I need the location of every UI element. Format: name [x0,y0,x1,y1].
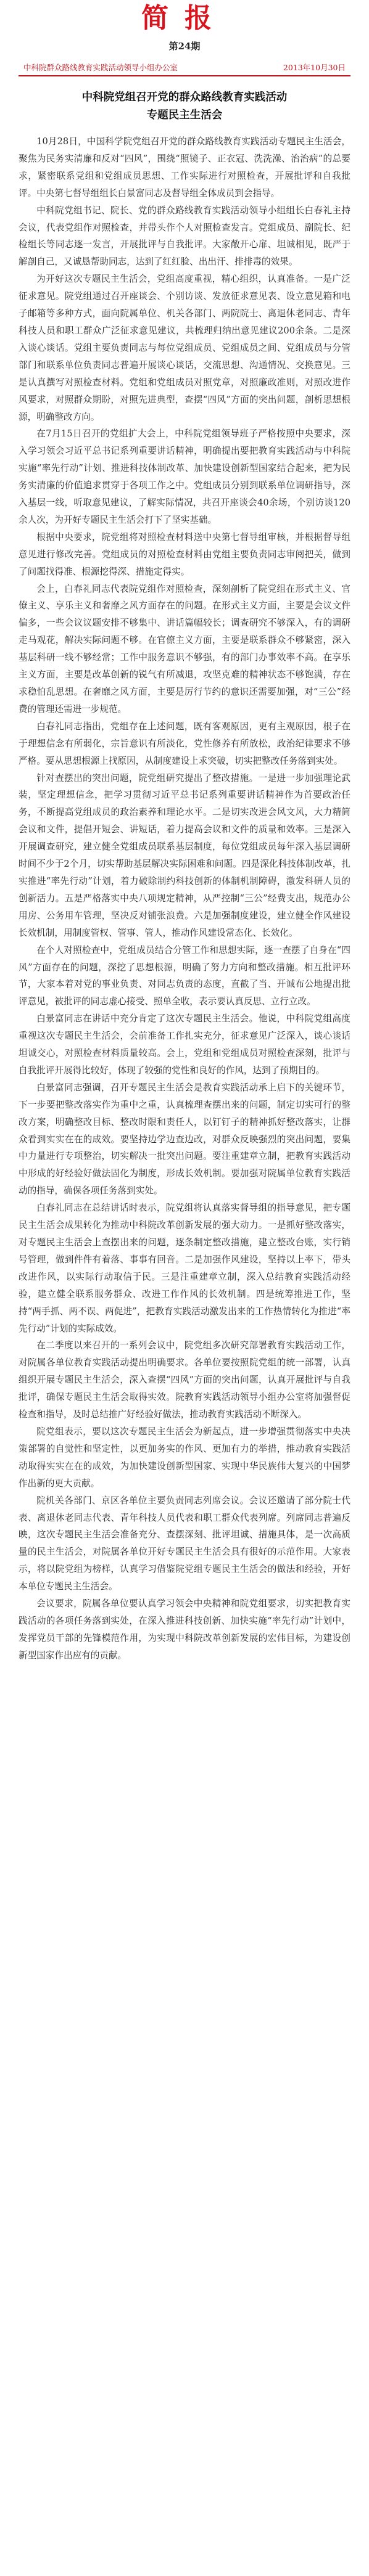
paragraph: 在7月15日召开的党组扩大会上，中科院党组领导班子严格按照中央要求，深入学习领会习近平总书记系列重要讲话精神，明确提出要把教育实践活动与中科院实施“率先行动”计划、推进科技体制改革、加快建设创新型国家结合起来，把为民务实清廉的价值追求贯穿于各项工作之中。党组成员分别到联系单位调研指导，深入基层一线，听取意见建议，了解实际情况，共召开座谈会40余场，个别访谈120余人次，为开好专题民主生活会打下了坚实基础。 [19,428,350,525]
paragraph: 根据中央要求，院党组将对照检查材料送中央第七督导组审核，并根据督导组意见进行修改完善。党组成员的对照检查材料由党组主要负责同志审阅把关，做到了问题找得准、根源挖得深、措施定得实。 [19,531,350,577]
article-body [19,133,350,1664]
paragraph: 在二季度以来召开的一系列会议中，院党组多次研究部署教育实践活动工作，对院属各单位教育实践活动提出明确要求。各单位要按照院党组的统一部署，认真组织开展专题民主生活会，深入查摆“四风”方面的突出问题，认真开展批评与自我批评，确保专题民主生活会取得实效。院教育实践活动领导小组办公室将加强督促检查和指导，及时总结推广好经验好做法，推动教育实践活动不断深入。 [19,1340,350,1420]
article-title-line-2: 专题民主生活会 [146,109,223,121]
article-title [19,89,350,125]
paragraph: 10月28日，中国科学院党组召开党的群众路线教育实践活动专题民主生活会，聚焦为民务实清廉和反对“四风”，围绕“照镜子、正衣冠、洗洗澡、治治病”的总要求，紧密联系党组和党组成员思想、工作实际进行对照检查，开展批评和自我批评。中央第七督导组组长白景富同志及督导组全体成员到会指导。 [19,136,350,198]
masthead-title: 简报 [141,2,228,34]
article-title-line-1: 中科院党组召开党的群众路线教育实践活动 [81,91,288,104]
paragraph: 会上，白春礼同志代表院党组作对照检查，深刻剖析了院党组在形式主义、官僚主义、享乐主义和奢靡之风方面存在的问题。在形式主义方面，主要是会议文件偏多，一些会议议题安排不够集中、讲话篇幅较长；调查研究不够深入，有的调研走马观花，解决实际问题不够。在官僚主义方面，主要是联系群众不够紧密，深入基层科研一线不够经常；工作中服务意识不够强，有的部门办事效率不高。在享乐主义方面，主要是改革创新的锐气有所减退，攻坚克难的精神状态不够饱满，存在求稳怕乱思想。在奢靡之风方面，主要是厉行节约的意识还需要加强，对“三公”经费的管理还需进一步规范。 [19,583,350,714]
paragraph: 院党组表示，要以这次专题民主生活会为新起点，进一步增强贯彻落实中央决策部署的自觉性和坚定性，以更加务实的作风、更加有力的举措，推动教育实践活动取得实实在在的成效，为加快建设创新型国家、实现中华民族伟大复兴的中国梦作出新的更大贡献。 [19,1426,350,1489]
header-meta-row [23,62,346,73]
paragraph: 白春礼同志指出，党组存在上述问题，既有客观原因，更有主观原因，根子在于理想信念有所弱化，宗旨意识有所淡化，党性修养有所放松，政治纪律要求不够严格。要从思想根源上找原因，从制度建设上求突破，切实把整改任务落到实处。 [19,721,350,766]
header-divider [19,75,350,76]
paragraph: 中科院党组书记、院长、党的群众路线教育实践活动领导小组组长白春礼主持会议，代表党组作对照检查，并带头作个人对照检查发言。党组成员、副院长、纪检组长等同志逐一发言，开展批评与自我批评。大家敞开心扉、坦诚相见，既严于解剖自己，又诚恳帮助同志，达到了红红脸、出出汗、排排毒的效果。 [19,205,350,268]
paragraph: 白景富同志在讲话中充分肯定了这次专题民主生活会。他说，中科院党组高度重视这次专题民主生活会，会前准备工作扎实充分，征求意见广泛深入，谈心谈话坦诚交心，对照检查材料质量较高。会上，党组和党组成员对照检查深刻，批评与自我批评开展得比较好，体现了较强的党性和良好的作风，达到了预期目的。 [19,1013,350,1076]
paragraph: 院机关各部门、京区各单位主要负责同志列席会议。会议还邀请了部分院士代表、离退休老同志代表、青年科技人员代表和职工群众代表列席。列席同志普遍反映，这次专题民主生活会准备充分、查摆深刻、批评坦诚、措施具体，是一次高质量的民主生活会，对院属各单位开好专题民主生活会具有很好的示范作用。大家表示，将以院党组为榜样，认真学习借鉴院党组专题民主生活会的做法和经验，开好本单位专题民主生活会。 [19,1495,350,1592]
paragraph: 白景富同志强调，召开专题民主生活会是教育实践活动承上启下的关键环节，下一步要把整改落实作为重中之重，认真梳理查摆出来的问题，制定切实可行的整改方案，明确整改目标、整改时限和责任人，以钉钉子的精神抓好整改落实，让群众看到实实在在的成效。要坚持边学边查边改，对群众反映强烈的突出问题，要集中力量进行专项整治，切实解决一批突出问题。要注重建章立制，把教育实践活动中形成的好经验好做法固化为制度，形成长效机制。要加强对院属单位教育实践活动的指导，确保各项任务落到实处。 [19,1082,350,1196]
paragraph: 在个人对照检查中，党组成员结合分管工作和思想实际，逐一查摆了自身在“四风”方面存在的问题，深挖了思想根源，明确了努力方向和整改措施。相互批评环节，大家本着对党的事业负责、对同志负责的态度，直截了当、开诚布公地提出批评意见，被批评的同志虚心接受、照单全收，表示要认真反思、立行立改。 [19,944,350,1007]
issue-number: 第24期 [168,41,201,52]
issuing-office: 中科院群众路线教育实践活动领导小组办公室 [23,63,178,72]
paragraph: 会议要求，院属各单位要认真学习领会中央精神和院党组要求，切实把教育实践活动的各项任务落到实处，在深入推进科技创新、加快实施“率先行动”计划中，发挥党员干部的先锋模范作用，为实现中科院改革创新发展的宏伟目标，为建设创新型国家作出应有的贡献。 [19,1598,350,1661]
paragraph: 白春礼同志在总结讲话时表示，院党组将认真落实督导组的指导意见，把专题民主生活会成果转化为推动中科院改革创新发展的强大动力。一是抓好整改落实，对专题民主生活会上查摆出来的问题，逐条制定整改措施，建立整改台账，实行销号管理，做到件件有着落、事事有回音。二是加强作风建设，坚持以上率下，带头改进作风，以实际行动取信于民。三是注重建章立制，深入总结教育实践活动经验，建立健全联系服务群众、改进工作作风的长效机制。四是统筹推进工作，坚持“两手抓、两不误、两促进”，把教育实践活动激发出来的工作热情转化为推进“率先行动”计划的实际成效。 [19,1203,350,1334]
paragraph: 针对查摆出的突出问题，院党组研究提出了整改措施。一是进一步加强理论武装，坚定理想信念，把学习贯彻习近平总书记系列重要讲话精神作为首要政治任务，不断提高党组成员的政治素养和理论水平。二是切实改进会风文风，大力精简会议和文件，提倡开短会、讲短话，着力提高会议和文件的质量和效率。三是深入开展调查研究，建立健全党组成员联系基层制度，每位党组成员每年深入基层调研时间不少于2个月，切实帮助基层解决实际困难和问题。四是深化科技体制改革，扎实推进“率先行动”计划，着力破除制约科技创新的体制机制障碍，激发科研人员的创新活力。五是严格落实中央八项规定精神，从严控制“三公”经费支出，规范办公用房、公务用车管理，坚决反对铺张浪费。六是加强制度建设，建立健全作风建设长效机制，用制度管权、管事、管人，推动作风建设常态化、长效化。 [19,772,350,938]
issue-date: 2013年10月30日 [283,63,346,72]
paragraph: 为开好这次专题民主生活会，党组高度重视，精心组织，认真准备。一是广泛征求意见。院党组通过召开座谈会、个别访谈、发放征求意见表、设立意见箱和电子邮箱等多种方式，面向院属单位、机关各部门、两院院士、离退休老同志、青年科技人员和职工群众广泛征求意见建议，共梳理归纳出意见建议200余条。二是深入谈心谈话。党组主要负责同志与每位党组成员、党组成员之间、党组成员与分管部门和联系单位负责同志普遍开展谈心谈话，交流思想、沟通情况、交换意见。三是认真撰写对照检查材料。党组和党组成员对照党章，对照廉政准则，对照改进作风要求，对照群众期盼，对照先进典型，查摆“四风”方面的突出问题，剖析思想根源，明确整改方向。 [19,274,350,422]
